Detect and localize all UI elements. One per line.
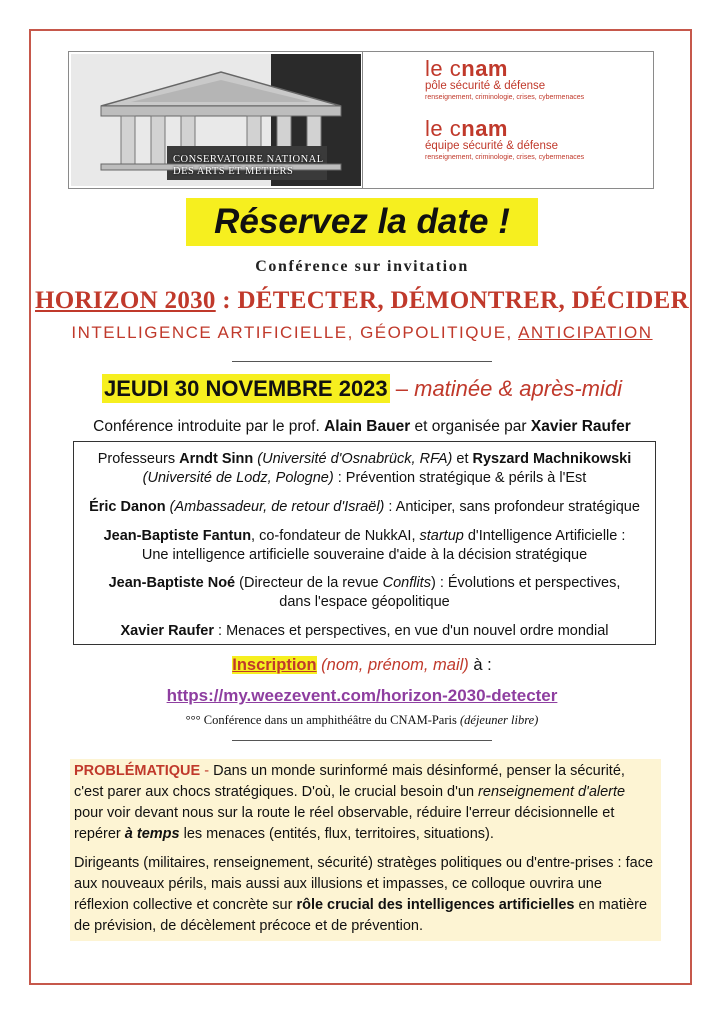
conference-themes: INTELLIGENCE ARTIFICIELLE, GÉOPOLITIQUE, ANTICIPATION [71,323,653,342]
event-date: JEUDI 30 NOVEMBRE 2023 – matinée & après-midi [103,376,622,401]
logo-caption: CONSERVATOIRE NATIONAL DES ARTS ET METIERS [173,154,324,177]
invitation-line: Conférence sur invitation [255,258,469,275]
problematique-paragraph-2: Dirigeants (militaires, renseignement, sécurité) stratèges politiques ou d'entre-prises : face aux nouveaux périls, mais aussi aux illusions et impasses, ce colloque ouvrira une réflexion collective et concrète sur rôle crucial des intelligences artificielles en matière de prévision, de décèlement précoce et de prévention. [74,855,654,934]
inscription-line: Inscription (nom, prénom, mail) à : [232,656,492,674]
speakers-box [73,441,656,645]
brand-pole-securite: le cnam pôle sécurité & défense renseignement, criminologie, crises, cybermenaces [425,56,585,101]
header-divider [362,52,363,188]
speaker-sinn-machnikowski: Professeurs Arndt Sinn (Université d'Osnabrück, RFA) et Ryszard Machnikowski (Université de Lodz, Pologne) : Prévention stratégique & périls à l'Est [97,451,632,486]
conference-title: HORIZON 2030 : DÉTECTER, DÉMONTRER, DÉCIDER [35,287,689,314]
separator-line [232,740,492,741]
location-note: °°° Conférence dans un amphithéâtre du CNAM-Paris (déjeuner libre) [185,713,539,727]
registration-link[interactable]: https://my.weezevent.com/horizon-2030-detecter [166,686,558,705]
speaker-fantun: Jean-Baptiste Fantun, co-fondateur de NukkAI, startup d'Intelligence Artificielle : Une intelligence artificielle souveraine d'aide à la décision stratégique [103,528,626,563]
separator-line [232,361,492,362]
cnam-building-logo [71,54,361,186]
speaker-raufer: Xavier Raufer : Menaces et perspectives, en vue d'un nouvel ordre mondial [120,623,609,639]
speaker-danon: Éric Danon (Ambassadeur, de retour d'Israël) : Anticiper, sans profondeur stratégique [89,499,640,515]
speaker-noe: Jean-Baptiste Noé (Directeur de la revue Conflits) : Évolutions et perspectives, dans l'espace géopolitique [108,575,621,610]
problematique-paragraph-1: PROBLÉMATIQUE - Dans un monde surinformé mais désinformé, penser la sécurité, c'est parer aux chocs stratégiques. D'où, le crucial besoin d'un renseignement d'alerte pour voir devant nous sur la route le réel observable, réduire l'erreur décisionnelle et repérer à temps les menaces (entités, flux, territoires, situations). [74,763,626,842]
problematique-block [70,759,661,941]
inscription-label: Inscription [232,656,317,674]
page-title: Réservez la date ! [186,198,538,246]
brand-equipe-securite: le cnam équipe sécurité & défense renseignement, criminologie, crises, cybermenaces [425,116,585,161]
intro-line: Conférence introduite par le prof. Alain Bauer et organisée par Xavier Raufer [93,418,631,435]
